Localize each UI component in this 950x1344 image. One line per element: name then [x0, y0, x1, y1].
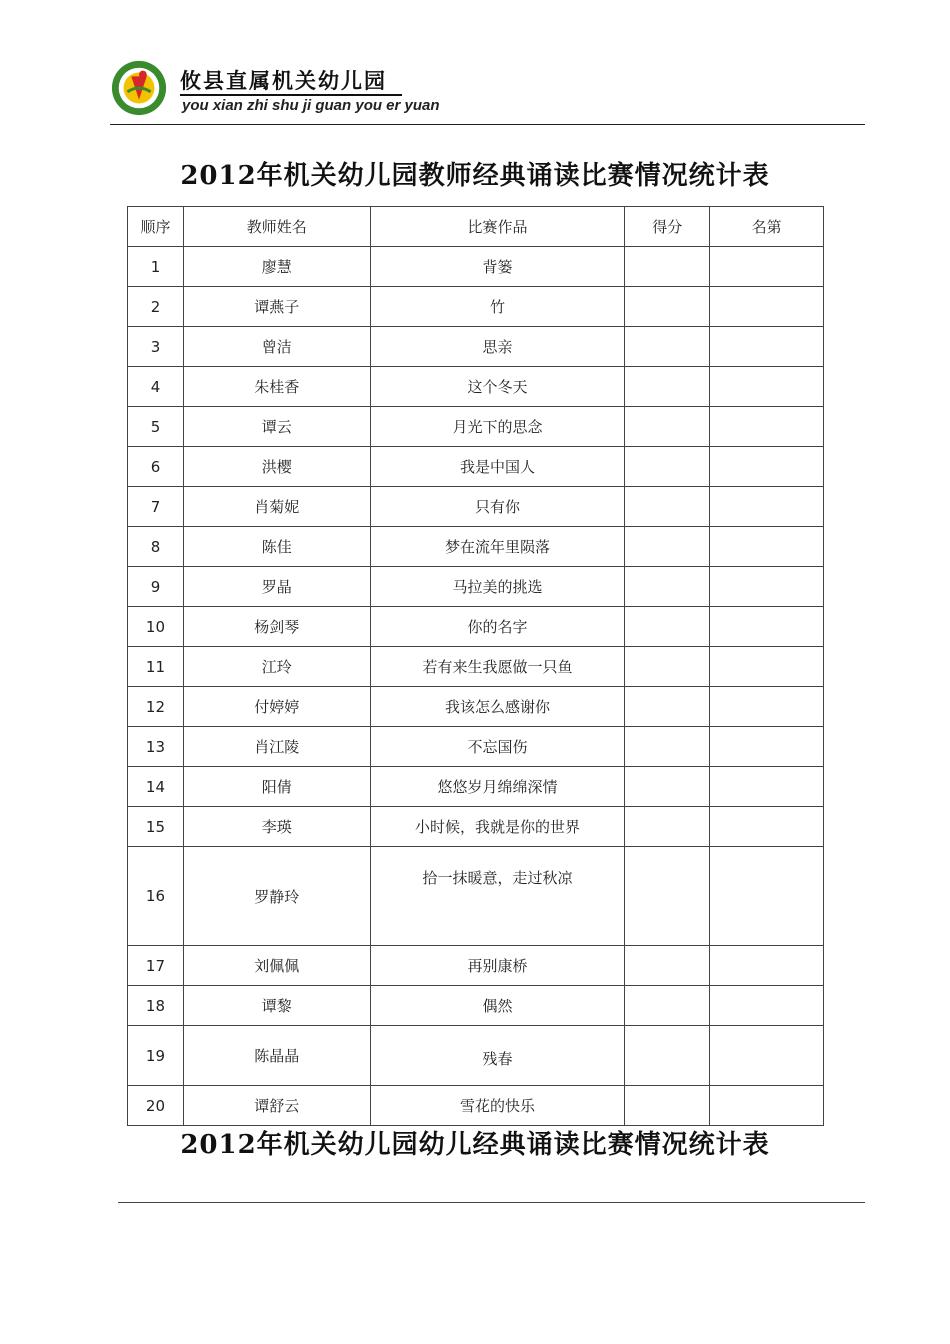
cell-score [625, 647, 710, 687]
cell-score [625, 407, 710, 447]
cell-score [625, 847, 710, 946]
cell-score [625, 247, 710, 287]
table-row [128, 807, 824, 847]
table-row [128, 727, 824, 767]
cell-rank [710, 1026, 824, 1086]
cell-rank [710, 986, 824, 1026]
school-name-cn: 攸县直属机关幼儿园 [180, 69, 387, 93]
cell-work: 我是中国人 [370, 447, 625, 487]
cell-order: 5 [128, 407, 184, 447]
teachers-stats-table [127, 206, 824, 1126]
cell-teacher-name: 谭云 [183, 407, 370, 447]
table-row [128, 687, 824, 727]
cell-teacher-name: 罗晶 [183, 567, 370, 607]
table-row [128, 847, 824, 946]
cell-teacher-name: 廖慧 [183, 247, 370, 287]
cell-score [625, 607, 710, 647]
column-header-score: 得分 [625, 207, 710, 247]
letterhead [110, 55, 865, 125]
cell-rank [710, 287, 824, 327]
cell-rank [710, 327, 824, 367]
cell-score [625, 527, 710, 567]
cell-score [625, 447, 710, 487]
cell-score [625, 767, 710, 807]
footer-divider [118, 1202, 865, 1203]
table-row [128, 1026, 824, 1086]
cell-work: 雪花的快乐 [370, 1086, 625, 1126]
cell-score [625, 1026, 710, 1086]
cell-teacher-name: 曾洁 [183, 327, 370, 367]
table-row [128, 287, 824, 327]
table-row [128, 407, 824, 447]
table-row [128, 567, 824, 607]
cell-teacher-name: 付婷婷 [183, 687, 370, 727]
cell-rank [710, 567, 824, 607]
cell-rank [710, 607, 824, 647]
table-row [128, 527, 824, 567]
cell-work: 拾一抹暖意，走过秋凉 [370, 847, 625, 946]
cell-work: 马拉美的挑选 [370, 567, 625, 607]
cell-order: 11 [128, 647, 184, 687]
cell-work: 偶然 [370, 986, 625, 1026]
column-header-rank: 名第 [710, 207, 824, 247]
cell-order: 20 [128, 1086, 184, 1126]
cell-order: 17 [128, 946, 184, 986]
cell-work: 只有你 [370, 487, 625, 527]
cell-score [625, 946, 710, 986]
column-header-order: 顺序 [128, 207, 184, 247]
cell-teacher-name: 刘佩佩 [183, 946, 370, 986]
cell-rank [710, 527, 824, 567]
cell-score [625, 1086, 710, 1126]
cell-teacher-name: 朱桂香 [183, 367, 370, 407]
kindergarten-logo-icon [110, 59, 168, 117]
cell-score [625, 487, 710, 527]
cell-teacher-name: 洪樱 [183, 447, 370, 487]
cell-rank [710, 367, 824, 407]
cell-order: 18 [128, 986, 184, 1026]
cell-rank [710, 447, 824, 487]
cell-score [625, 567, 710, 607]
cell-order: 10 [128, 607, 184, 647]
school-name-underline [180, 94, 402, 96]
cell-work: 你的名字 [370, 607, 625, 647]
table-header-row [128, 207, 824, 247]
cell-order: 9 [128, 567, 184, 607]
cell-work: 若有来生我愿做一只鱼 [370, 647, 625, 687]
cell-rank [710, 727, 824, 767]
cell-rank [710, 487, 824, 527]
cell-rank [710, 807, 824, 847]
cell-order: 14 [128, 767, 184, 807]
cell-work: 梦在流年里陨落 [370, 527, 625, 567]
cell-order: 19 [128, 1026, 184, 1086]
cell-work: 悠悠岁月绵绵深情 [370, 767, 625, 807]
cell-rank [710, 407, 824, 447]
cell-rank [710, 847, 824, 946]
table-row [128, 247, 824, 287]
cell-order: 12 [128, 687, 184, 727]
cell-order: 4 [128, 367, 184, 407]
cell-order: 8 [128, 527, 184, 567]
cell-work: 月光下的思念 [370, 407, 625, 447]
cell-teacher-name: 阳倩 [183, 767, 370, 807]
table-row [128, 327, 824, 367]
table-row [128, 946, 824, 986]
column-header-work: 比赛作品 [370, 207, 625, 247]
cell-score [625, 727, 710, 767]
cell-rank [710, 687, 824, 727]
cell-rank [710, 946, 824, 986]
cell-teacher-name: 陈佳 [183, 527, 370, 567]
table-row [128, 647, 824, 687]
table-row [128, 1086, 824, 1126]
cell-teacher-name: 罗静玲 [183, 847, 370, 946]
cell-teacher-name: 肖江陵 [183, 727, 370, 767]
table-row [128, 487, 824, 527]
cell-score [625, 986, 710, 1026]
header-divider [110, 124, 865, 125]
cell-score [625, 367, 710, 407]
cell-order: 13 [128, 727, 184, 767]
cell-work: 竹 [370, 287, 625, 327]
cell-rank [710, 247, 824, 287]
cell-work: 思亲 [370, 327, 625, 367]
cell-work: 残春 [370, 1026, 625, 1086]
cell-score [625, 687, 710, 727]
column-header-teacher-name: 教师姓名 [183, 207, 370, 247]
cell-rank [710, 1086, 824, 1126]
cell-work: 我该怎么感谢你 [370, 687, 625, 727]
school-name-en: you xian zhi shu ji guan you er yuan [182, 97, 440, 114]
cell-teacher-name: 谭黎 [183, 986, 370, 1026]
cell-score [625, 327, 710, 367]
table-row [128, 986, 824, 1026]
cell-teacher-name: 杨剑琴 [183, 607, 370, 647]
table-row [128, 767, 824, 807]
cell-work: 这个冬天 [370, 367, 625, 407]
cell-teacher-name: 谭燕子 [183, 287, 370, 327]
cell-rank [710, 767, 824, 807]
teachers-table-title: 2012年机关幼儿园教师经典诵读比赛情况统计表 [180, 161, 770, 191]
cell-order: 15 [128, 807, 184, 847]
cell-work: 再别康桥 [370, 946, 625, 986]
cell-order: 3 [128, 327, 184, 367]
cell-teacher-name: 李瑛 [183, 807, 370, 847]
cell-work: 不忘国伤 [370, 727, 625, 767]
cell-rank [710, 647, 824, 687]
cell-teacher-name: 陈晶晶 [183, 1026, 370, 1086]
table-row [128, 607, 824, 647]
cell-work: 小时候，我就是你的世界 [370, 807, 625, 847]
cell-teacher-name: 江玲 [183, 647, 370, 687]
cell-order: 16 [128, 847, 184, 946]
cell-order: 2 [128, 287, 184, 327]
table-row [128, 447, 824, 487]
cell-teacher-name: 肖菊妮 [183, 487, 370, 527]
children-table-title: 2012年机关幼儿园幼儿经典诵读比赛情况统计表 [180, 1130, 770, 1160]
cell-order: 1 [128, 247, 184, 287]
table-row [128, 367, 824, 407]
cell-work: 背篓 [370, 247, 625, 287]
cell-score [625, 807, 710, 847]
cell-teacher-name: 谭舒云 [183, 1086, 370, 1126]
cell-order: 6 [128, 447, 184, 487]
cell-score [625, 287, 710, 327]
cell-order: 7 [128, 487, 184, 527]
